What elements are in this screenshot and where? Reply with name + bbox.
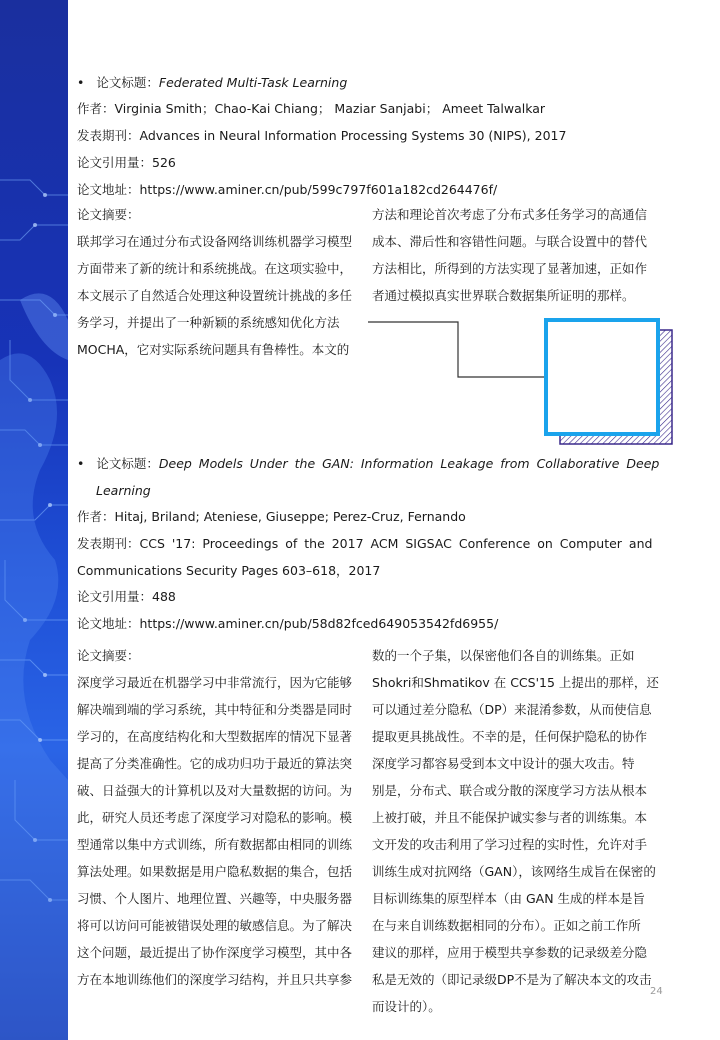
paper2-title-cont: Learning: [96, 483, 151, 498]
abstract-line: 本文展示了自然适合处理这种设置统计挑战的多任: [77, 288, 353, 303]
abstract-line: 而设计的）。: [372, 999, 441, 1014]
title-label: 论文标题：: [96, 75, 159, 90]
bullet: •: [77, 456, 85, 471]
abstract-line: 方法相比，所得到的方法实现了显著加速，正如作: [372, 261, 648, 276]
abstract-line: 型通常以集中方式训练，所有数据都由相同的训练: [77, 837, 353, 852]
abstract-line: 务学习，并提出了一种新颖的系统感知优化方法: [77, 315, 340, 330]
paper2-venue: 发表期刊：CCS '17: Proceedings of the 2017 ACM SIGSAC Conference on Computer and: [77, 536, 653, 551]
paper2-abstract-right: [372, 642, 659, 1020]
abstract-line: MOCHA，它对实际系统问题具有鲁棒性。本文的: [77, 342, 350, 357]
abstract-line: 算法处理。如果数据是用户隐私数据的集合，包括: [77, 864, 353, 879]
paper1-venue: 发表期刊：Advances in Neural Information Processing Systems 30 (NIPS), 2017: [77, 128, 567, 143]
abstract-line: 训练生成对抗网络（GAN），该网络生成旨在保密的: [372, 864, 656, 879]
abstract-line: 提取更具挑战性。不幸的是，任何保护隐私的协作: [372, 729, 648, 744]
abstract-line: 方法和理论首次考虑了分布式多任务学习的高通信: [372, 207, 648, 222]
paper2-url[interactable]: 论文地址：https://www.aminer.cn/pub/58d82fced649053542fd6955/: [77, 616, 499, 631]
paper1-title-line: [77, 74, 347, 92]
circuit-map-graphic: [0, 0, 68, 1040]
abstract-line: 成本、滞后性和容错性问题。与联合设置中的替代: [372, 234, 648, 249]
abstract-line: 深度学习都容易受到本文中设计的强大攻击。特: [372, 756, 635, 771]
abstract-line: 私是无效的（即记录级DP不是为了解决本文的攻击: [372, 972, 652, 987]
abstract-line: 建议的那样，应用于模型共享参数的记录级差分隐: [372, 945, 648, 960]
paper1-authors: 作者：Virginia Smith；Chao-Kai Chiang； Maziar Sanjabi； Ameet Talwalkar: [77, 101, 546, 116]
abstract-line: 论文摘要：: [77, 648, 140, 663]
abstract-line: 习惯、个人图片、地理位置、兴趣等，中央服务器: [77, 891, 353, 906]
paper2-title-line: [77, 455, 660, 473]
abstract-line: 目标训练集的原型样本（由 GAN 生成的样本是旨: [372, 891, 646, 906]
abstract-line: 深度学习最近在机器学习中非常流行，因为它能够: [77, 675, 353, 690]
abstract-line: 上被打破，并且不能保护诚实参与者的训练集。本: [372, 810, 648, 825]
paper1-abstract-right: [372, 201, 647, 309]
title-label: 论文标题：: [96, 456, 159, 471]
decorative-sidebar: [0, 0, 68, 1040]
paper2-title: Deep Models Under the GAN: Information Leakage from Collaborative Deep: [158, 456, 660, 471]
abstract-line: 此，研究人员还考虑了深度学习对隐私的影响。模: [77, 810, 353, 825]
abstract-line: 解决端到端的学习系统，其中特征和分类器是同时: [77, 702, 353, 717]
paper2-authors: 作者：Hitaj, Briland; Ateniese, Giuseppe; Perez-Cruz, Fernando: [77, 509, 466, 524]
paper1-url[interactable]: 论文地址：https://www.aminer.cn/pub/599c797f601a182cd264476f/: [77, 182, 498, 197]
page-number: 24: [650, 986, 663, 997]
paper1-citations: 论文引用量：526: [77, 155, 176, 170]
abstract-line: 破、日益强大的计算机以及对大量数据的访问。为: [77, 783, 353, 798]
paper1-title: Federated Multi-Task Learning: [158, 75, 348, 90]
abstract-line: 联邦学习在通过分布式设备网络训练机器学习模型: [77, 234, 353, 249]
paper2-abstract-left: [77, 642, 352, 993]
abstract-line: 学习的，在高度结构化和大型数据库的情况下显著: [77, 729, 353, 744]
abstract-line: Shokri和Shmatikov 在 CCS'15 上提出的那样，还: [372, 675, 659, 690]
abstract-line: 文开发的攻击利用了学习过程的实时性，允许对手: [372, 837, 648, 852]
abstract-line: 在与来自训练数据相同的分布）。正如之前工作所: [372, 918, 641, 933]
abstract-line: 可以通过差分隐私（DP）来混淆参数，从而使信息: [372, 702, 652, 717]
abstract-line: 方在本地训练他们的深度学习结构，并且只共享参: [77, 972, 353, 987]
abstract-line: 者通过模拟真实世界联合数据集所证明的那样。: [372, 288, 635, 303]
abstract-line: 提高了分类准确性。它的成功归功于最近的算法突: [77, 756, 353, 771]
decorative-box-graphic: [368, 316, 678, 448]
paper2-citations: 论文引用量：488: [77, 589, 176, 604]
bullet: •: [77, 75, 85, 90]
paper2-venue-cont: Communications Security Pages 603–618，2017: [77, 563, 381, 578]
abstract-line: 别是，分布式、联合或分散的深度学习方法从根本: [372, 783, 648, 798]
abstract-line: 论文摘要：: [77, 207, 140, 222]
abstract-line: 将可以访问可能被错误处理的敏感信息。为了解决: [77, 918, 353, 933]
abstract-line: 方面带来了新的统计和系统挑战。在这项实验中，: [77, 261, 353, 276]
abstract-line: 这个问题，最近提出了协作深度学习模型，其中各: [77, 945, 353, 960]
paper1-abstract-left: [77, 201, 352, 363]
abstract-line: 数的一个子集，以保密他们各自的训练集。正如: [372, 648, 635, 663]
